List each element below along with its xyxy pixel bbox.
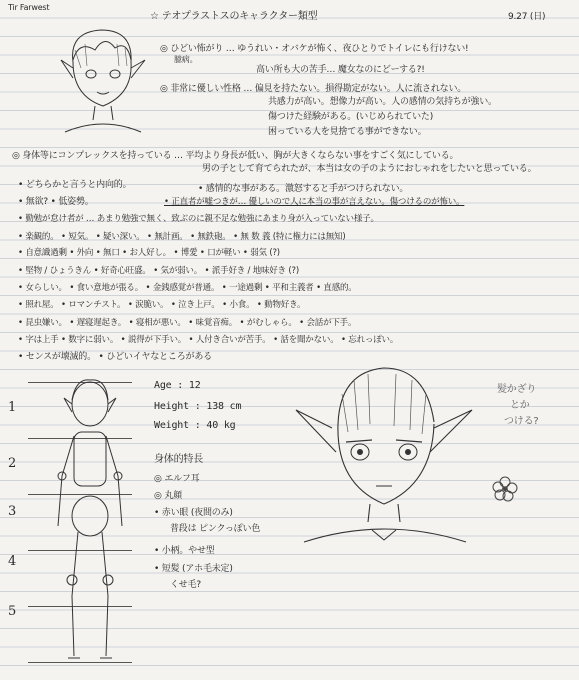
trait-raised-boy: 男の子として育てられたが、本当は女の子のようにおしゃれをしたいと思っている。 [202, 164, 537, 174]
body-figure-icon [40, 366, 140, 672]
ruler-number: 2 [8, 456, 17, 471]
trait-sense: • センスが壊滅的。 • ひどいイヤなところがある [18, 352, 212, 362]
trait-complex: ◎ 身体等にコンプレックスを持っている … 平均より身長が低い、胸が大きくならない事をすごく気にしている。 [12, 151, 459, 161]
page-date: 9.27 (日) [508, 12, 546, 22]
profile-height: Height : 138 cm [154, 401, 242, 412]
trait-timid: 臆病。 [174, 55, 198, 64]
trait-selfless: • 無欲? • 低姿勢。 [18, 197, 94, 207]
feature-red-eyes: • 赤い眼 (夜間のみ) [154, 508, 233, 518]
trait-introvert: • どちらかと言うと内向的。 [18, 180, 132, 190]
trait-empathy: 共感力が高い。想像力が高い。人の感情の気持ちが強い。 [268, 97, 497, 107]
profile-weight: Weight : 40 kg [154, 420, 236, 431]
trait-handwriting: • 字は上手 • 数字に弱い。 • 説得が下手い。 • 人付き合いが苦手。 • 話を聞かない。 • 忘れっぽい。 [18, 335, 399, 345]
ruler-number: 3 [8, 504, 17, 519]
face-sketch-icon [276, 354, 486, 544]
trait-fearful: ◎ ひどい怖がり … ゆうれい・オバケが怖く、夜ひとりでトイレにも行けない! [160, 44, 469, 54]
trait-self-conscious: • 自意識過剰 • 外向 • 無口 • お人好し。 • 博愛 • 口が軽い • 弱気 (?) [18, 248, 280, 258]
author-signature: Tir Farwest [8, 3, 50, 12]
trait-emotional: • 感情的な事がある。激怒すると手がつけられない。 [198, 184, 409, 194]
trait-feminine: • 女らしい。 • 食い意地が張る。 • 金銭感覚が普通。 • 一途過剰 • 平和主義者 • 直感的。 [18, 283, 357, 293]
feature-curly: くせ毛? [170, 580, 201, 590]
trait-optimistic: • 楽観的。 • 短気。 • 疑い深い。 • 無計画。 • 無鉄砲。 • 無 数 義 (特に権力には無知) [18, 232, 346, 242]
trait-fear-heights: 高い所も大の苦手… 魔女なのにどーする?! [256, 65, 425, 75]
note-toka: とか [510, 400, 530, 411]
trait-stubborn: • 堅物 / ひょうきん • 好奇心旺盛。 • 気が弱い。 • 派手好き / 地味好き (?) [18, 266, 299, 276]
trait-kind: ◎ 非常に優しい性格 … 偏見を持たない。損得勘定がない。人に流されない。 [160, 84, 467, 94]
ruler-number: 4 [8, 554, 17, 569]
note-attach: つける? [504, 416, 539, 427]
feature-pink-eyes: 普段は ピンクっぽい色 [170, 524, 261, 534]
trait-experience: 傷つけた経験がある。(いじめられていた) [268, 112, 434, 122]
ruler-number: 1 [8, 400, 17, 415]
page-title: ☆ テオプラストスのキャラクター類型 [150, 11, 318, 22]
note-hair-ornament: 髪かざり [497, 384, 537, 395]
trait-insects: • 昆虫嫌い。 • 遅寝遅起き。 • 寝相が悪い。 • 味覚音痴。 • がむしゃら。 • 会話が下手。 [18, 318, 357, 328]
head-sketch-icon [55, 20, 150, 138]
trait-diligent: • 勤勉が怠け者が … あまり勉強で無く、致ぶのに親不足な勉強にあまり身が入っていない様子。 [18, 214, 379, 224]
features-title: 身体的特長 [154, 454, 203, 465]
feature-petite: • 小柄。やせ型 [154, 546, 215, 556]
feature-short-hair: • 短髪 (アホ毛未定) [154, 564, 233, 574]
feature-elf-ears: ◎ エルフ耳 [154, 474, 200, 484]
ruler-number: 5 [8, 604, 17, 619]
flower-icon [490, 474, 520, 504]
profile-age: Age : 12 [154, 380, 201, 391]
trait-help: 困っている人を見捨てる事ができない。 [268, 127, 427, 137]
feature-round-face: ◎ 丸顔 [154, 491, 182, 501]
trait-honest: • 正直者が嘘つきが… 優しいので人に本当の事が言えない。傷つけるのが怖い。 [164, 197, 465, 207]
trait-shy: • 照れ屋。 • ロマンチスト。 • 涙脆い。 • 泣き上戸。 • 小食。 • 動物好き。 [18, 300, 306, 310]
